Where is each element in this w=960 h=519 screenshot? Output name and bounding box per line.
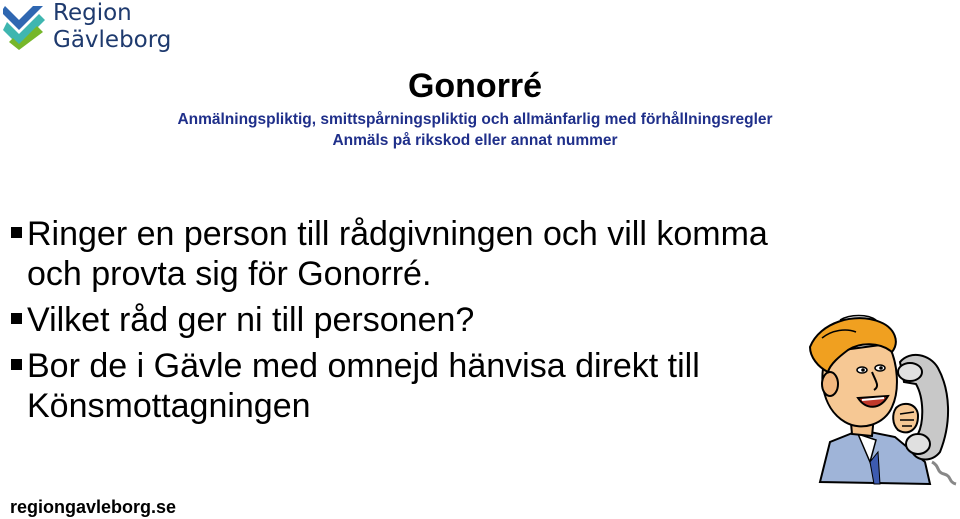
bullet-square-icon — [10, 226, 24, 240]
region-logo-icon — [3, 2, 47, 50]
bullet-text-continued: Könsmottagningen — [27, 387, 311, 425]
bullet-text-continued: och provta sig för Gonorré. — [27, 255, 432, 293]
bullet-item — [10, 346, 890, 426]
slide-subtitle-1: Anmälningspliktig, smittspårningspliktig och allmänfarlig med förhållningsregler — [177, 111, 773, 128]
slide-subtitle-2: Anmäls på rikskod eller annat nummer — [332, 132, 618, 149]
bullet-item — [10, 214, 890, 294]
logo-line-gavleborg: Gävleborg — [53, 27, 172, 53]
bullet-square-icon — [10, 358, 24, 372]
bullet-item — [10, 300, 890, 340]
bullet-square-icon — [10, 312, 24, 326]
man-on-telephone-icon — [800, 312, 960, 492]
region-logo — [3, 0, 183, 56]
bullet-text: Vilket råd ger ni till personen? — [27, 301, 475, 339]
bullet-text: Bor de i Gävle med omnejd hänvisa direkt till — [27, 347, 700, 385]
bullet-list — [10, 214, 890, 432]
footer-url: regiongavleborg.se — [10, 497, 177, 517]
logo-line-region: Region — [53, 0, 132, 26]
bullet-text: Ringer en person till rådgivningen och vill komma — [27, 215, 768, 253]
slide-title: Gonorré — [407, 67, 543, 105]
